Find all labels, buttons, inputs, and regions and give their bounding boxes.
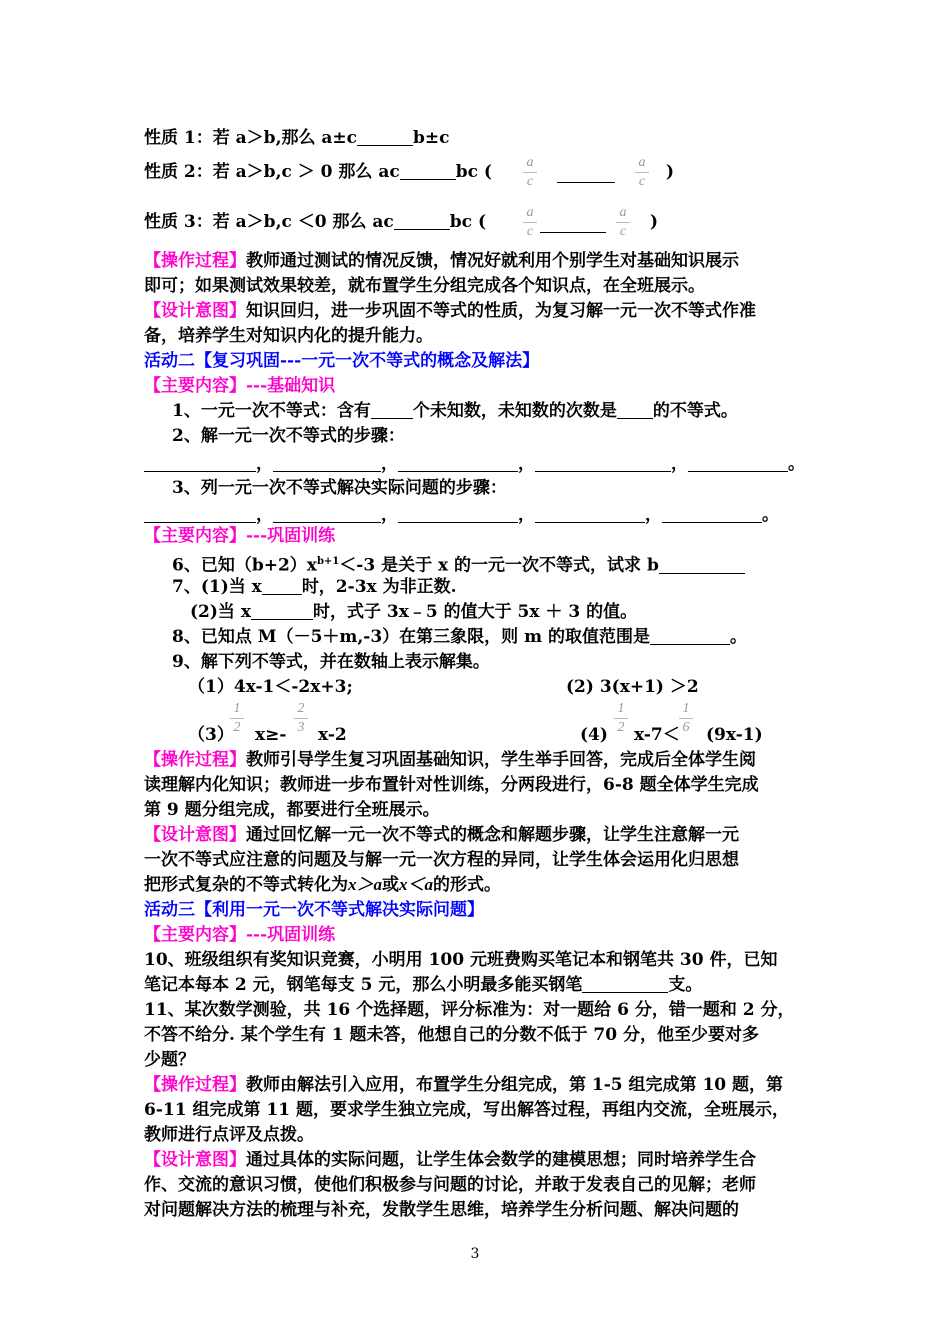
property-1-end: b±c [413,128,450,148]
activity-2-title: 活动二【复习巩固---一元一次不等式的概念及解法】 [144,351,540,371]
main-content-heading: 【主要内容】---巩固训练 [144,526,336,546]
question-8: 8、已知点 M（－5＋m,-3）在第三象限，则 m 的取值范围是 。 [172,627,748,647]
operation-text: 6-11 组完成第 11 题，要求学生独立完成，写出解答过程，再组内交流，全班展示， [144,1100,789,1120]
fraction-one-half: 1 2 [230,701,244,736]
question-6: 6、已知$(b+2)x^{b+1}<-3$ 是关于 x 的一元一次不等式，试求 b [172,550,745,578]
property-1-text: 性质 1：若 a＞b,那么 a±c [144,128,358,148]
close-paren: ) [650,212,659,232]
question-11: 少题？ [144,1050,195,1070]
question-11: 11、某次数学测验，共 16 个选择题，评分标准为：对一题给 6 分，错一题和 2 分， [144,1000,795,1020]
operation-text: 第 9 题分组完成，都要进行全班展示。 [144,800,440,820]
steps-blanks-2: ， ， ， ， 。 [144,503,779,527]
design-intent: 【设计意图】通过回忆解一元一次不等式的概念和解题步骤，让学生注意解一元 [144,825,739,845]
main-content-heading: 【主要内容】---巩固训练 [144,925,336,945]
question-9-3-text: x≥- [255,725,287,745]
property-2-end: bc ( [455,162,492,182]
property-3 [144,210,486,234]
question-9-3-label: （3） [188,725,234,745]
blank [540,214,606,233]
operation-process: 【操作过程】教师引导学生复习巩固基础知识，学生举手回答，完成后全体学生阅 [144,750,756,770]
question-10: 10、班级组织有奖知识竞赛，小明用 100 元班费购买笔记本和钢笔共 30 件，已知 [144,950,778,970]
question-9-1: （1）4x-1＜-2x+3; [188,677,353,697]
steps-blanks-1: ， ， ， ， 。 [144,452,805,476]
blank [400,161,456,180]
operation-text: 教师进行点评及点拨。 [144,1125,314,1145]
question-9-4-end: (9x-1) [706,725,763,745]
question-9-3-end: x-2 [318,725,347,745]
operation-text: 读理解内化知识；教师进一步布置针对性训练，分两段进行，6-8 题全体学生完成 [144,775,759,795]
question-7-1: 7、(1)当 x 时，2-3x 为非正数. [172,577,457,597]
fraction-a-over-c: a c [523,205,537,240]
operation-process [144,249,739,273]
design-intent [144,299,756,323]
property-3-text: 性质 3：若 a＞b,c ＜0 那么 ac [144,212,394,232]
fraction-two-thirds: 2 3 [294,701,308,736]
fraction-one-half: 1 2 [614,701,628,736]
blank [557,164,615,183]
question-9-2: (2) 3(x+1) ＞2 [566,677,699,697]
design-text: 把形式复杂的不等式转化为x＞a或x＜a的形式。 [144,875,501,895]
question-3: 3、列一元一次不等式解决实际问题的步骤： [172,478,507,498]
property-2 [144,160,492,184]
activity-3-title: 活动三【利用一元一次不等式解决实际问题】 [144,900,484,920]
design-text: 备，培养学生对知识内化的提升能力。 [144,326,433,346]
operation-text: 教师通过测试的情况反馈，情况好就利用个别学生对基础知识展示 [246,251,739,271]
question-9: 9、解下列不等式，并在数轴上表示解集。 [172,652,490,672]
fraction-a-over-c: a c [523,155,537,190]
design-text: 知识回归，进一步巩固不等式的性质，为复习解一元一次不等式作准 [246,301,756,321]
page-number: 3 [470,1246,480,1262]
design-text: 对问题解决方法的梳理与补充，发散学生思维，培养学生分析问题、解决问题的 [144,1200,739,1220]
question-9-4-label: (4) [580,725,608,745]
question-10: 笔记本每本 2 元，钢笔每支 5 元，那么小明最多能买钢笔 支。 [144,975,703,995]
question-11: 不答不给分. 某个学生有 1 题未答，他想自己的分数不低于 70 分，他至少要对多 [144,1025,759,1045]
design-text: 作、交流的意识习惯，使他们积极参与问题的讨论，并敢于发表自己的见解；老师 [144,1175,756,1195]
blank [394,211,450,230]
operation-text: 即可；如果测试效果较差，就布置学生分组完成各个知识点，在全班展示。 [144,276,705,296]
question-2: 2、解一元一次不等式的步骤： [172,426,405,446]
question-1: 1、一元一次不等式：含有 个未知数，未知数的次数是 的不等式。 [172,401,738,421]
property-3-end: bc ( [449,212,486,232]
property-2-text: 性质 2：若 a＞b,c ＞ 0 那么 ac [144,162,400,182]
design-intent: 【设计意图】通过具体的实际问题，让学生体会数学的建模思想；同时培养学生合 [144,1150,756,1170]
fraction-a-over-c: a c [635,155,649,190]
operation-tag: 【操作过程】 [144,251,246,271]
question-7-2: (2)当 x 时，式子 3x﹣5 的值大于 5x ＋ 3 的值。 [190,602,638,622]
fraction-a-over-c: a c [616,205,630,240]
close-paren: ) [666,162,675,182]
fraction-one-sixth: 1 6 [679,701,693,736]
main-content-heading: 【主要内容】---基础知识 [144,376,336,396]
question-9-4-text: x-7＜ [634,725,680,745]
design-text: 一次不等式应注意的问题及与解一元一次方程的异同，让学生体会运用化归思想 [144,850,739,870]
design-tag: 【设计意图】 [144,301,246,321]
blank [357,127,413,146]
operation-process: 【操作过程】教师由解法引入应用，布置学生分组完成，第 1-5 组完成第 10 题，第 [144,1075,784,1095]
property-1 [144,126,450,150]
